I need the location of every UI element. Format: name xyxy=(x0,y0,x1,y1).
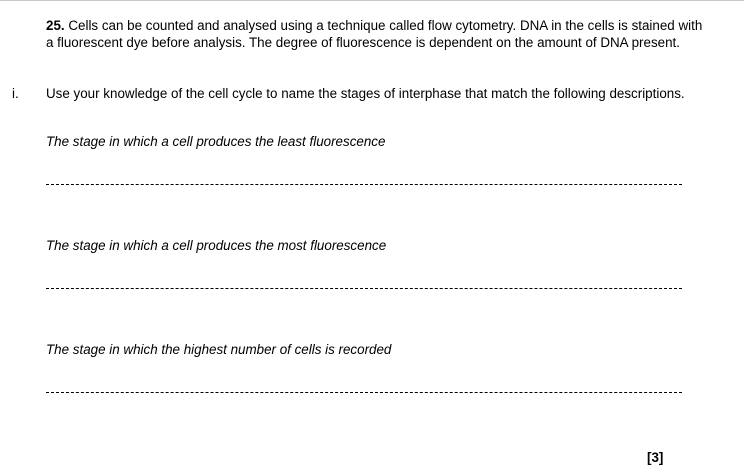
prompt-most-fluorescence: The stage in which a cell produces the most fluorescence xyxy=(46,238,387,253)
question-intro xyxy=(46,18,706,51)
answer-line-2[interactable] xyxy=(46,288,682,289)
marks-total: [3] xyxy=(647,450,664,465)
answer-line-1[interactable] xyxy=(46,184,682,185)
question-intro-text: Cells can be counted and analysed using a technique called flow cytometry. DNA in the cells is stained with a fluorescent dye before analysis. The degree of fluorescence is dependent on the amount of DNA present. xyxy=(46,18,703,50)
part-label: i. xyxy=(12,86,19,101)
question-number: 25. xyxy=(46,18,65,33)
prompt-least-fluorescence: The stage in which a cell produces the least fluorescence xyxy=(46,134,386,149)
prompt-highest-cell-count: The stage in which the highest number of cells is recorded xyxy=(46,342,392,357)
part-instruction: Use your knowledge of the cell cycle to name the stages of interphase that match the following descriptions. xyxy=(46,86,685,101)
answer-line-3[interactable] xyxy=(46,392,682,393)
top-border xyxy=(0,0,744,1)
